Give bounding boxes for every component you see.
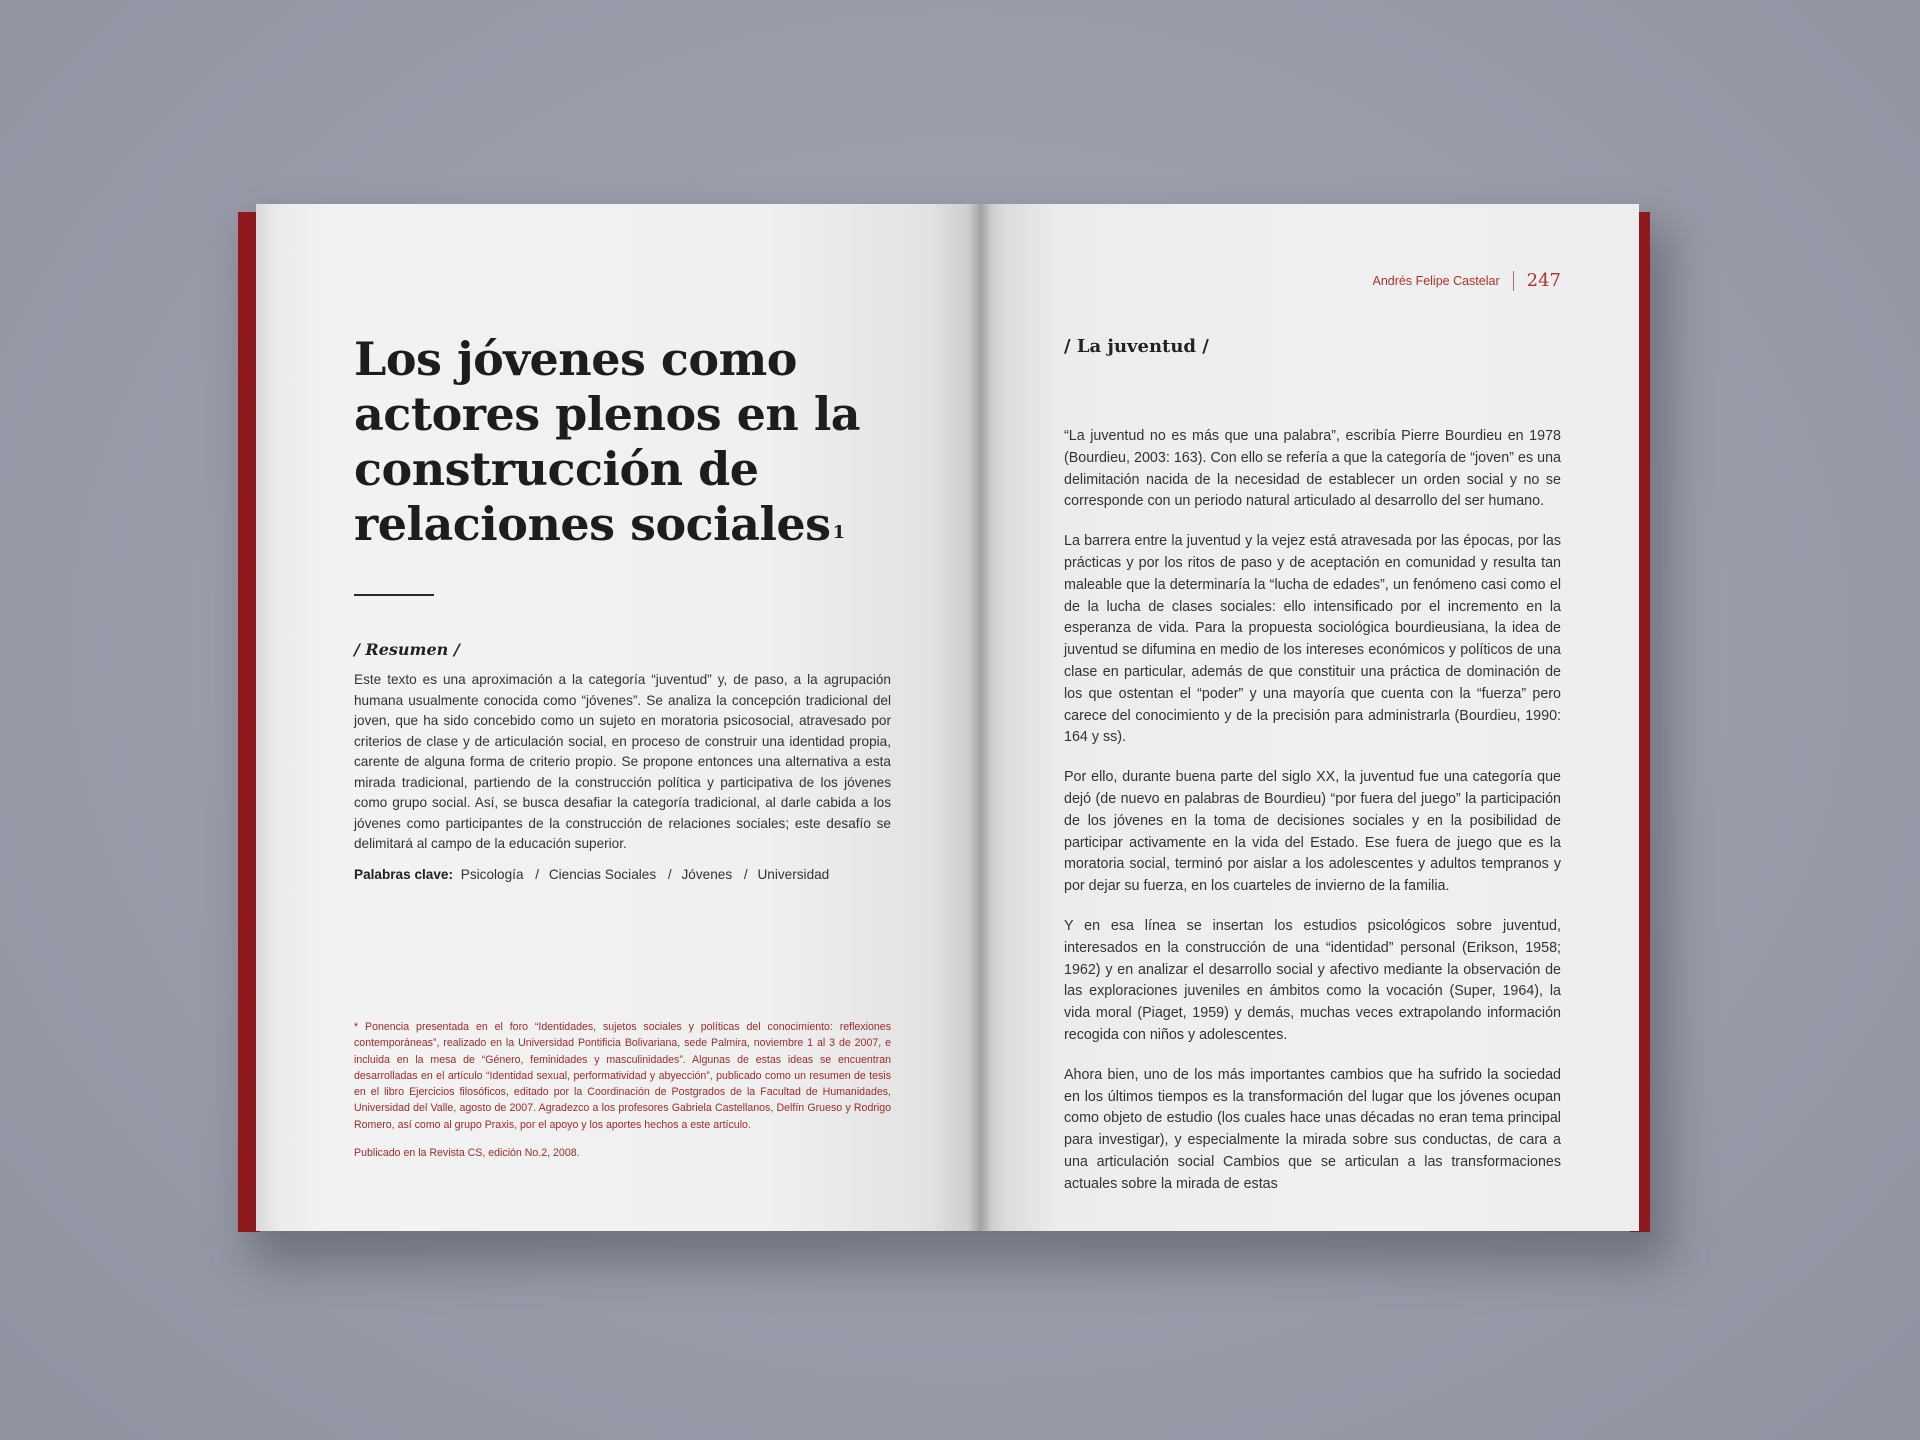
body-paragraph: Ahora bien, uno de los más importantes cambios que ha sufrido la sociedad en los últimos tiempos es la transformación del lugar que los jóvenes ocupan como objeto de estudio (los cuales hace unas décadas no eran tema principal para investigar), y especialmente la mirada sobre sus conductas, de cara a una articulación social Cambios que se articulan a las transformaciones actuales sobre la mirada de estas xyxy=(1064,1066,1561,1192)
keywords-label: Palabras clave: xyxy=(354,867,453,882)
keyword-separator: / xyxy=(535,867,540,882)
title-footnote-mark: 1 xyxy=(832,522,845,543)
title-divider xyxy=(354,594,434,596)
keyword-item: Ciencias Sociales xyxy=(548,867,657,882)
keyword-item: Universidad xyxy=(757,867,830,882)
running-header-divider xyxy=(1513,271,1514,291)
keyword-separator: / xyxy=(667,867,672,882)
section-heading: / La juventud / xyxy=(1064,336,1209,357)
keyword-separator: / xyxy=(743,867,748,882)
right-page xyxy=(980,204,1639,1231)
body-paragraph: Y en esa línea se insertan los estudios psicológicos sobre juventud, interesados en la construcción de una “identidad” personal (Erikson, 1958; 1962) y en analizar el desarrollo social y afectivo mediante la observación de las exploraciones juveniles en ámbitos como la vocación (Super, 1964), la vida moral (Piaget, 1959) y demás, muchas veces extrapolando información recogida con niños y adolescentes. xyxy=(1064,917,1561,1043)
article-title: Los jóvenes como actores plenos en la construcción de relaciones sociales $^1$ xyxy=(354,332,861,551)
body-text xyxy=(1064,426,1561,1214)
running-header xyxy=(1372,270,1561,291)
book-gutter-shadow xyxy=(968,204,992,1231)
body-paragraph: “La juventud no es más que una palabra”, escribía Pierre Bourdieu en 1978 (Bourdieu, 2003: 163). Con ello se refería a que la categoría de “joven” es una delimitación nacida de la necesidad de establecer un orden social y no se corresponde con un periodo natural articulado al desarrollo del ser humano. xyxy=(1064,428,1561,510)
footnote-publication: Publicado en la Revista CS, edición No.2, 2008. xyxy=(354,1147,580,1159)
abstract-heading: / Resumen / xyxy=(354,640,460,659)
body-paragraph: La barrera entre la juventud y la vejez está atravesada por las épocas, por las prácticas y por los ritos de paso y de aceptación en comunidad y resulta tan maleable que la determinaría la “lucha de edades”, un fenómeno casi como el de la lucha de clases sociales: ello intensificado por el incremento en la esperanza de vida. Para la propuesta sociológica bourdieusiana, la idea de juventud se difumina en medio de los intereses económicos y políticos de una clase en particular, además de que constituir una práctica de dominación de los que ostentan el “poder” y una mayoría que cuenta con la “fuerza” pero carece del conocimiento y de la precisión para administrarla (Bourdieu, 1990: 164 y ss). xyxy=(1064,533,1561,746)
keyword-item: Psicología xyxy=(460,867,524,882)
abstract-text: Este texto es una aproximación a la categoría “juventud” y, de paso, a la agrupación humana usualmente conocida como “jóvenes”. Se analiza la concepción tradicional del joven, que ha sido concebido como un sujeto en moratoria psicosocial, atravesado por criterios de clase y de articulación social, en proceso de construir una identidad propia, carente de alguna forma de criterio propio. Se propone entonces una alternativa a esta mirada tradicional, partiendo de la construcción política y participativa de los jóvenes como grupo social. Así, se busca desafiar la categoría tradicional, al darle cabida a los jóvenes como participantes de la construcción de relaciones sociales; este desafío se delimitará al campo de la educación superior. xyxy=(354,672,891,851)
left-page xyxy=(256,204,980,1231)
page-number: 247 xyxy=(1526,270,1561,291)
footnote: * Ponencia presentada en el foro “Identidades, sujetos sociales y políticas del conocimiento: reflexiones contemporáneas”, realizado en la Universidad Pontificia Bolivariana, sede Palmira, noviembre 1 al 3 de 2007, e incluida en la mesa de “Género, feminidades y masculinidades”. Algunas de estas ideas se encuentran desarrolladas en el artículo “Identidad sexual, performatividad y abyección”, publicado como un resumen de tesis en el libro Ejercicios filosóficos, editado por la Coordinación de Postgrados de la Facultad de Humanidades, Universidad del Valle, agosto de 2007. Agradezco a los profesores Gabriela Castellanos, Delfín Grueso y Rodrigo Romero, así como al grupo Praxis, por el apoyo y los aportes hechos a este artículo. xyxy=(354,1021,891,1131)
keywords xyxy=(354,865,914,885)
body-paragraph: Por ello, durante buena parte del siglo XX, la juventud fue una categoría que dejó (de nuevo en palabras de Bourdieu) “por fuera del juego” la participación de los jóvenes en la toma de decisiones sociales y en la posibilidad de participar activamente en la vida del Estado. Ese fuera de juego que es la moratoria social, terminó por aislar a los adolescentes y adultos tempranos y por dejar su fuerza, en los cuarteles de invierno de la familia. xyxy=(1064,769,1561,895)
running-header-author: Andrés Felipe Castelar xyxy=(1372,273,1500,288)
keyword-item: Jóvenes xyxy=(681,867,733,882)
